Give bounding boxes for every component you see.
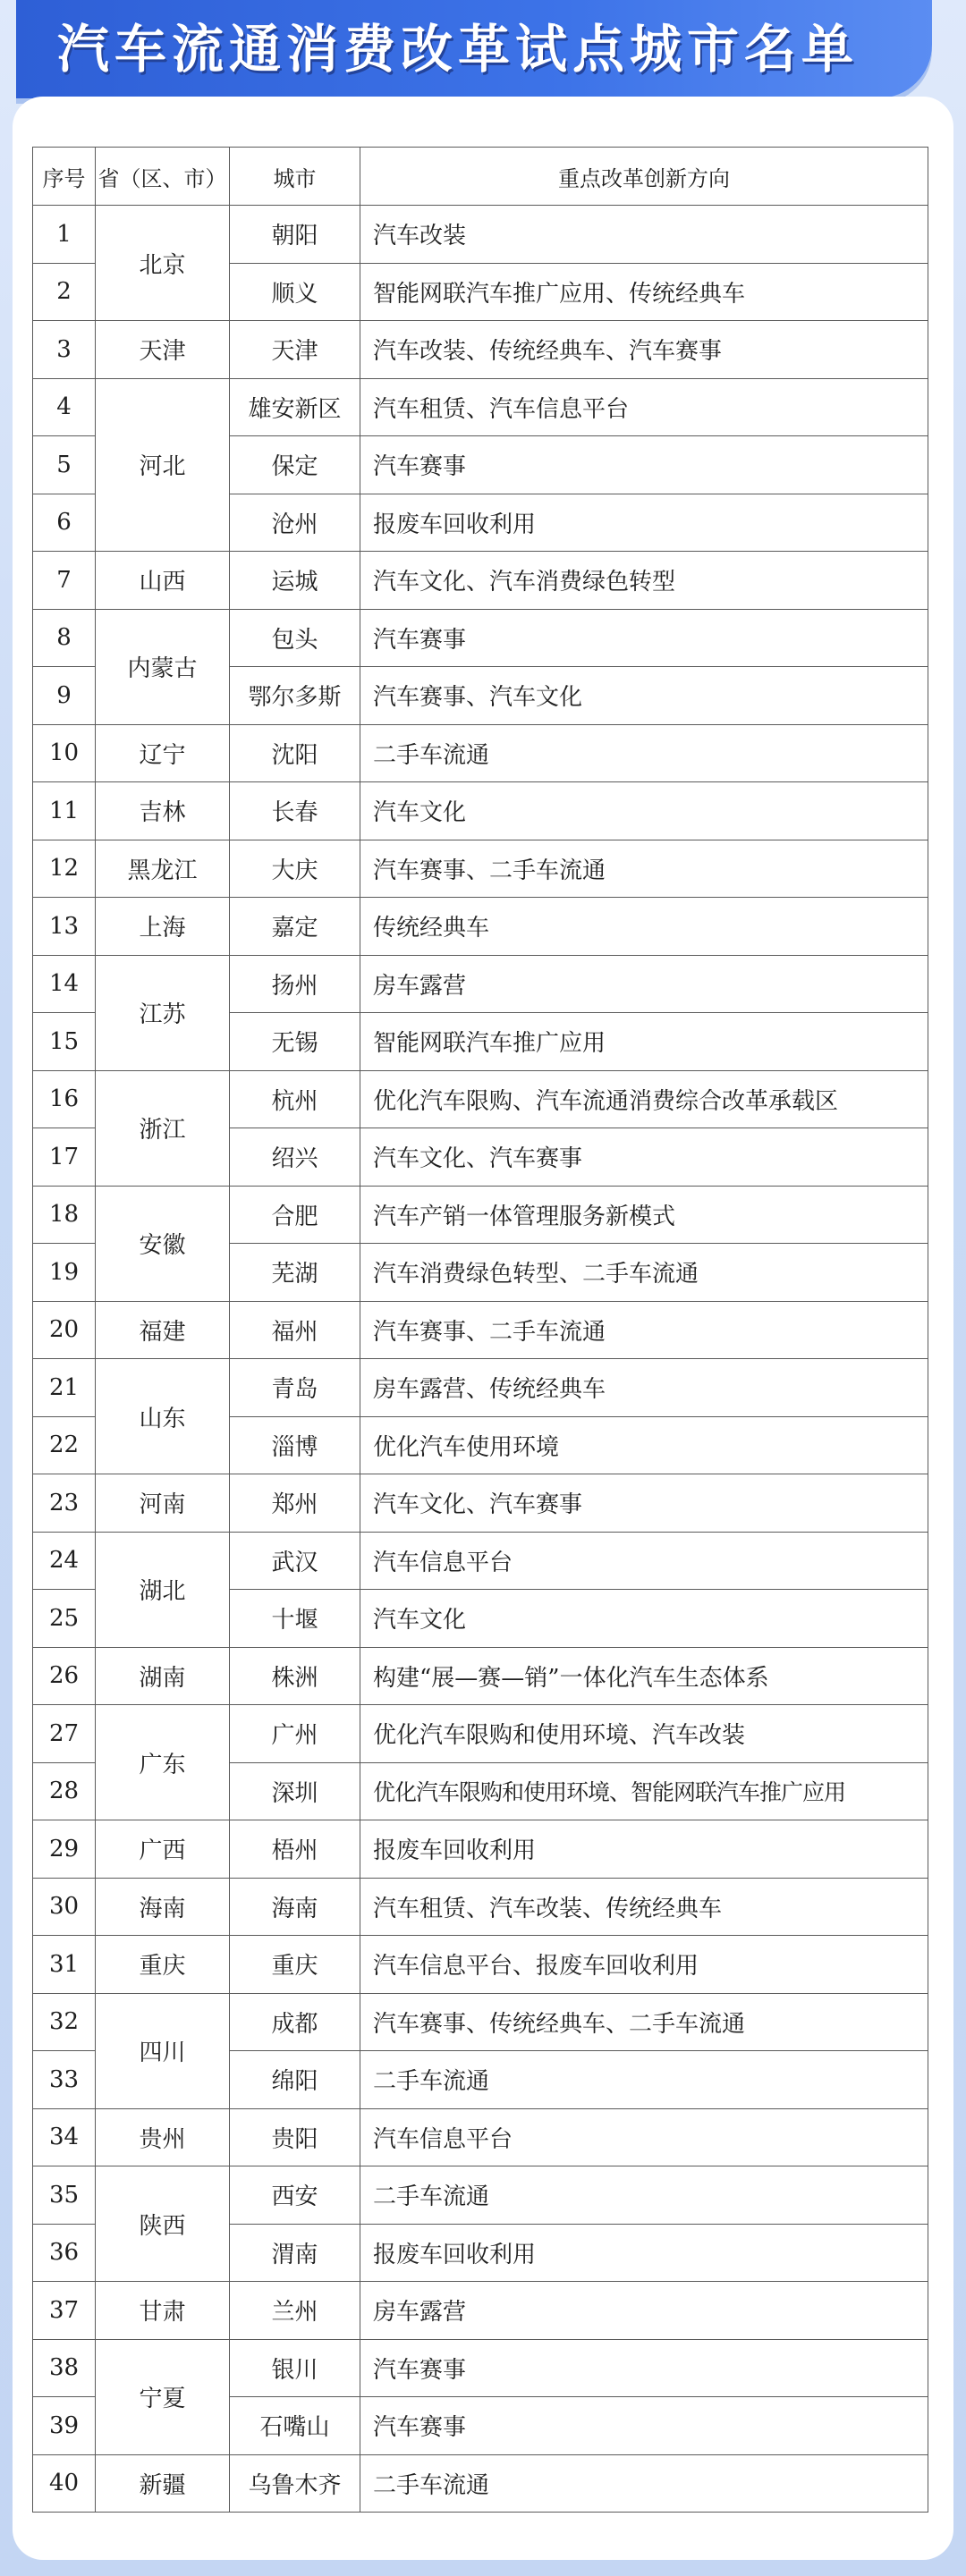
cell-province: 江苏 <box>96 955 230 1070</box>
cell-province: 安徽 <box>96 1186 230 1301</box>
cell-seq: 3 <box>33 321 96 379</box>
table-row <box>33 552 928 610</box>
cell-seq: 26 <box>33 1647 96 1705</box>
cell-province: 河南 <box>96 1474 230 1533</box>
cell-province: 广西 <box>96 1820 230 1879</box>
cell-seq: 37 <box>33 2282 96 2340</box>
cell-seq: 8 <box>33 609 96 667</box>
cell-city: 深圳 <box>230 1762 360 1820</box>
table-row <box>33 206 928 264</box>
cell-direction: 优化汽车限购、汽车流通消费综合改革承载区 <box>360 1070 928 1128</box>
cell-province: 黑龙江 <box>96 840 230 898</box>
cell-province: 重庆 <box>96 1936 230 1994</box>
cell-city: 渭南 <box>230 2224 360 2282</box>
cell-province: 天津 <box>96 321 230 379</box>
cell-city: 运城 <box>230 552 360 610</box>
cell-city: 绵阳 <box>230 2051 360 2109</box>
table-row <box>33 321 928 379</box>
cell-direction: 智能网联汽车推广应用 <box>360 1013 928 1071</box>
cell-seq: 36 <box>33 2224 96 2282</box>
cell-city: 武汉 <box>230 1532 360 1590</box>
cell-seq: 25 <box>33 1590 96 1648</box>
cell-city: 石嘴山 <box>230 2397 360 2455</box>
header-direction: 重点改革创新方向 <box>360 148 928 206</box>
cell-direction: 汽车赛事 <box>360 2339 928 2397</box>
cell-city: 广州 <box>230 1705 360 1763</box>
cell-province: 北京 <box>96 206 230 321</box>
cell-province: 广东 <box>96 1705 230 1820</box>
cell-direction: 报废车回收利用 <box>360 494 928 552</box>
cell-seq: 23 <box>33 1474 96 1533</box>
cell-city: 乌鲁木齐 <box>230 2454 360 2513</box>
table-row <box>33 1532 928 1590</box>
cell-seq: 9 <box>33 667 96 725</box>
cell-city: 十堰 <box>230 1590 360 1648</box>
cell-seq: 19 <box>33 1244 96 1302</box>
cell-city: 大庆 <box>230 840 360 898</box>
cell-province: 山西 <box>96 552 230 610</box>
cell-city: 成都 <box>230 1993 360 2051</box>
cell-seq: 6 <box>33 494 96 552</box>
cell-province: 四川 <box>96 1993 230 2108</box>
cell-seq: 39 <box>33 2397 96 2455</box>
cell-city: 长春 <box>230 782 360 840</box>
cell-direction: 汽车信息平台 <box>360 2108 928 2166</box>
header-city: 城市 <box>230 148 360 206</box>
cell-city: 西安 <box>230 2166 360 2225</box>
cell-seq: 16 <box>33 1070 96 1128</box>
table-header-row <box>33 148 928 206</box>
cell-seq: 38 <box>33 2339 96 2397</box>
cell-city: 银川 <box>230 2339 360 2397</box>
cell-direction: 二手车流通 <box>360 2454 928 2513</box>
cell-city: 梧州 <box>230 1820 360 1879</box>
table-row <box>33 1647 928 1705</box>
cell-province: 陕西 <box>96 2166 230 2282</box>
table-row <box>33 1993 928 2051</box>
cell-city: 沧州 <box>230 494 360 552</box>
cell-direction: 优化汽车限购和使用环境、智能网联汽车推广应用 <box>360 1762 928 1820</box>
cell-seq: 30 <box>33 1878 96 1936</box>
cell-province: 海南 <box>96 1878 230 1936</box>
cell-province: 内蒙古 <box>96 609 230 724</box>
table-row <box>33 1705 928 1763</box>
cell-province: 福建 <box>96 1301 230 1359</box>
cell-direction: 汽车产销一体管理服务新模式 <box>360 1186 928 1244</box>
table-row <box>33 955 928 1013</box>
cell-city: 嘉定 <box>230 898 360 956</box>
cell-city: 海南 <box>230 1878 360 1936</box>
cell-direction: 传统经典车 <box>360 898 928 956</box>
cell-city: 朝阳 <box>230 206 360 264</box>
cell-seq: 40 <box>33 2454 96 2513</box>
table-row <box>33 1820 928 1879</box>
table-row <box>33 609 928 667</box>
table-row <box>33 898 928 956</box>
cell-direction: 二手车流通 <box>360 2051 928 2109</box>
cell-direction: 优化汽车使用环境 <box>360 1416 928 1474</box>
cell-direction: 智能网联汽车推广应用、传统经典车 <box>360 263 928 321</box>
cell-seq: 24 <box>33 1532 96 1590</box>
header-province: 省（区、市） <box>96 148 230 206</box>
cell-city: 福州 <box>230 1301 360 1359</box>
cell-seq: 35 <box>33 2166 96 2225</box>
table-row <box>33 840 928 898</box>
cell-city: 重庆 <box>230 1936 360 1994</box>
cell-seq: 7 <box>33 552 96 610</box>
cell-seq: 15 <box>33 1013 96 1071</box>
cell-direction: 优化汽车限购和使用环境、汽车改装 <box>360 1705 928 1763</box>
cell-direction: 房车露营 <box>360 2282 928 2340</box>
cell-seq: 14 <box>33 955 96 1013</box>
cell-seq: 31 <box>33 1936 96 1994</box>
cell-seq: 12 <box>33 840 96 898</box>
cell-direction: 汽车赛事、传统经典车、二手车流通 <box>360 1993 928 2051</box>
cell-province: 浙江 <box>96 1070 230 1186</box>
cell-city: 绍兴 <box>230 1128 360 1187</box>
cell-province: 辽宁 <box>96 724 230 782</box>
cell-direction: 汽车赛事 <box>360 609 928 667</box>
cell-seq: 32 <box>33 1993 96 2051</box>
cell-direction: 汽车赛事 <box>360 436 928 494</box>
cell-direction: 汽车赛事 <box>360 2397 928 2455</box>
cell-seq: 10 <box>33 724 96 782</box>
cell-direction: 构建“展—赛—销”一体化汽车生态体系 <box>360 1647 928 1705</box>
cell-province: 新疆 <box>96 2454 230 2513</box>
cell-direction: 汽车租赁、汽车信息平台 <box>360 378 928 436</box>
cell-direction: 房车露营、传统经典车 <box>360 1359 928 1417</box>
cell-city: 无锡 <box>230 1013 360 1071</box>
cell-direction: 汽车赛事、二手车流通 <box>360 1301 928 1359</box>
cell-city: 保定 <box>230 436 360 494</box>
cell-city: 顺义 <box>230 263 360 321</box>
cell-city: 包头 <box>230 609 360 667</box>
cell-seq: 33 <box>33 2051 96 2109</box>
table-row <box>33 724 928 782</box>
table-row <box>33 2108 928 2166</box>
page-title: 汽车流通消费改革试点城市名单 <box>57 19 860 80</box>
cell-city: 天津 <box>230 321 360 379</box>
table-row <box>33 2166 928 2225</box>
cell-direction: 汽车赛事、汽车文化 <box>360 667 928 725</box>
cell-city: 芜湖 <box>230 1244 360 1302</box>
cell-seq: 1 <box>33 206 96 264</box>
cell-seq: 28 <box>33 1762 96 1820</box>
cell-city: 雄安新区 <box>230 378 360 436</box>
cell-province: 上海 <box>96 898 230 956</box>
header-seq: 序号 <box>33 148 96 206</box>
cell-seq: 20 <box>33 1301 96 1359</box>
table-row <box>33 1359 928 1417</box>
cell-province: 湖南 <box>96 1647 230 1705</box>
cell-province: 河北 <box>96 378 230 552</box>
table-row <box>33 378 928 436</box>
cell-city: 郑州 <box>230 1474 360 1533</box>
cell-seq: 29 <box>33 1820 96 1879</box>
cell-city: 合肥 <box>230 1186 360 1244</box>
cell-direction: 房车露营 <box>360 955 928 1013</box>
cell-direction: 汽车消费绿色转型、二手车流通 <box>360 1244 928 1302</box>
table-row <box>33 1936 928 1994</box>
table-row <box>33 1186 928 1244</box>
table-row <box>33 782 928 840</box>
cell-city: 沈阳 <box>230 724 360 782</box>
cell-seq: 21 <box>33 1359 96 1417</box>
cell-direction: 二手车流通 <box>360 2166 928 2225</box>
table-row <box>33 1878 928 1936</box>
cell-seq: 5 <box>33 436 96 494</box>
cell-city: 贵阳 <box>230 2108 360 2166</box>
cell-seq: 18 <box>33 1186 96 1244</box>
table-row <box>33 1474 928 1533</box>
cell-city: 扬州 <box>230 955 360 1013</box>
cell-province: 吉林 <box>96 782 230 840</box>
cell-direction: 汽车文化、汽车赛事 <box>360 1474 928 1533</box>
table-row <box>33 2339 928 2397</box>
cell-seq: 2 <box>33 263 96 321</box>
cell-province: 山东 <box>96 1359 230 1474</box>
cell-direction: 汽车文化 <box>360 782 928 840</box>
cell-city: 杭州 <box>230 1070 360 1128</box>
cell-direction: 汽车文化 <box>360 1590 928 1648</box>
cell-seq: 13 <box>33 898 96 956</box>
cell-city: 淄博 <box>230 1416 360 1474</box>
table-body <box>33 206 928 2513</box>
cell-seq: 34 <box>33 2108 96 2166</box>
table-row <box>33 2454 928 2513</box>
cell-direction: 汽车信息平台、报废车回收利用 <box>360 1936 928 1994</box>
cell-city: 株洲 <box>230 1647 360 1705</box>
cell-seq: 11 <box>33 782 96 840</box>
cell-direction: 汽车赛事、二手车流通 <box>360 840 928 898</box>
cell-city: 鄂尔多斯 <box>230 667 360 725</box>
cell-seq: 4 <box>33 378 96 436</box>
cell-city: 青岛 <box>230 1359 360 1417</box>
cell-direction: 汽车改装、传统经典车、汽车赛事 <box>360 321 928 379</box>
cell-direction: 二手车流通 <box>360 724 928 782</box>
cell-direction: 汽车文化、汽车消费绿色转型 <box>360 552 928 610</box>
cell-direction: 报废车回收利用 <box>360 2224 928 2282</box>
cell-province: 甘肃 <box>96 2282 230 2340</box>
table-row <box>33 2282 928 2340</box>
cell-direction: 汽车文化、汽车赛事 <box>360 1128 928 1187</box>
cell-direction: 汽车租赁、汽车改装、传统经典车 <box>360 1878 928 1936</box>
cell-seq: 27 <box>33 1705 96 1763</box>
table-row <box>33 1070 928 1128</box>
cell-seq: 22 <box>33 1416 96 1474</box>
pilot-city-table <box>32 147 928 2513</box>
cell-direction: 报废车回收利用 <box>360 1820 928 1879</box>
cell-city: 兰州 <box>230 2282 360 2340</box>
title-banner <box>16 0 932 98</box>
table-row <box>33 1301 928 1359</box>
cell-seq: 17 <box>33 1128 96 1187</box>
cell-direction: 汽车信息平台 <box>360 1532 928 1590</box>
cell-province: 贵州 <box>96 2108 230 2166</box>
cell-direction: 汽车改装 <box>360 206 928 264</box>
cell-province: 宁夏 <box>96 2339 230 2454</box>
cell-province: 湖北 <box>96 1532 230 1647</box>
